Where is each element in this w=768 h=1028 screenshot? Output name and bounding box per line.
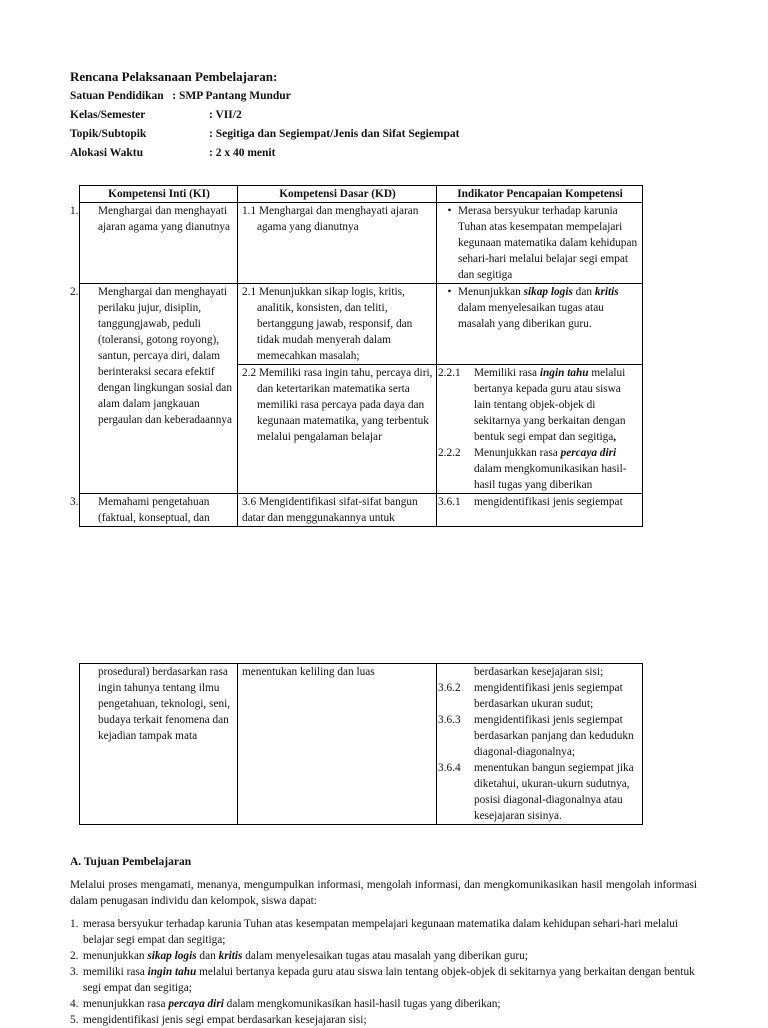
indicator-text: Merasa bersyukur terhadap karunia Tuhan atas kesempatan mempelajari kegunaan matematika dalam kehidupan sehari-hari melalui belajar segi empat dan segitiga (458, 205, 638, 281)
indicator-cell (437, 365, 643, 494)
document-title: Rencana Pelaksanaan Pembelajaran: (70, 69, 278, 84)
meta-key: Topik/Subtopik (70, 128, 147, 140)
table-row (80, 284, 643, 365)
indicator-text: Menunjukkan rasa percaya diri dalam mengkomunikasikan hasil-hasil tugas yang diberikan (474, 447, 627, 491)
indicator-number: 3.6.4 (438, 762, 461, 774)
meta-row-topik (70, 128, 459, 140)
list-item: 1. merasa bersyukur terhadap karunia Tuhan atas kesempatan mempelajari kegunaan matematika dalam kehidupan sehari-hari melalui belajar segi empat dan segitiga; (70, 918, 679, 946)
indicator-text: Memiliki rasa ingin tahu melalui bertanya kepada guru atau siswa lain tentang objek-objek di sekitarnya yang berkaitan dengan bentuk segi empat dan segitiga, (474, 367, 626, 443)
goals-list (70, 916, 700, 1028)
column-header: Kompetensi Dasar (KD) (238, 186, 437, 203)
indicator-number: 3.6.1 (438, 496, 461, 508)
indicator-text: mengidentifikasi jenis segiempat (474, 496, 623, 508)
table-header-row (80, 186, 643, 203)
kd-cell (238, 494, 437, 527)
indicator-cell (437, 494, 643, 527)
indicator-number: 2.2.2 (438, 447, 461, 459)
meta-row-satuan (70, 90, 291, 102)
column-header: Indikator Pencapaian Kompetensi (437, 186, 643, 203)
table-row (80, 664, 643, 825)
meta-value: : 2 x 40 menit (209, 147, 276, 159)
indicator-text: mengidentifikasi jenis segiempat berdasarkan panjang dan kedudukn diagonal-diagonalnya; (474, 714, 634, 758)
meta-value: : SMP Pantang Mundur (172, 90, 291, 102)
kd-cell (238, 664, 437, 825)
indicator-cell (437, 203, 643, 284)
kd-text: 3.6 Mengidentifikasi sifat-sifat bangun datar dan menggunakannya untuk (242, 496, 418, 524)
list-item: 5. mengidentifikasi jenis segi empat berdasarkan kesejajaran sisi; (70, 1014, 367, 1026)
indicator-number: 2.2.1 (438, 367, 461, 379)
ki-text: Memahami pengetahuan (faktual, konseptual, dan (98, 496, 210, 524)
bullet-icon: • (447, 286, 452, 298)
section-title: A. Tujuan Pembelajaran (70, 856, 192, 868)
table-row (80, 203, 643, 284)
ki-cell (80, 664, 238, 825)
meta-key: Kelas/Semester (70, 109, 146, 121)
indicator-text: berdasarkan kesejajaran sisi; (474, 666, 604, 678)
meta-key: Alokasi Waktu (70, 147, 143, 159)
ki-number: 3. (70, 496, 79, 508)
indicator-number: 3.6.2 (438, 682, 461, 694)
list-item: 2. menunjukkan sikap logis dan kritis dalam menyelesaikan tugas atau masalah yang diberikan guru; (70, 950, 528, 962)
ki-cell (70, 494, 238, 527)
ki-text: Menghargai dan menghayati perilaku jujur, disiplin, tanggungjawab, peduli (toleransi, gotong royong), santun, percaya diri, dalam berinteraksi secara efektif dengan lingkungan sosial dan alam dalam jangkauan pergaulan dan keberadaannya (98, 286, 233, 426)
indicator-text: menentukan bangun segiempat jika diketahui, ukuran-ukurn sudutnya, posisi diagonal-diagonalnya atau kesejajaran sisinya. (474, 762, 634, 822)
indicator-number: 3.6.3 (438, 714, 461, 726)
meta-row-kelas (70, 109, 242, 121)
ki-cell (70, 203, 238, 284)
table-row (80, 494, 643, 527)
kd-text: 2.1 Menunjukkan sikap logis, kritis, analitik, konsisten, dan teliti, bertanggung jawab, responsif, dan tidak mudah menyerah dalam memecahkan masalah; (242, 286, 413, 362)
column-header: Kompetensi Inti (KI) (80, 186, 238, 203)
meta-value: : Segitiga dan Segiempat/Jenis dan Sifat Segiempat (209, 128, 460, 140)
list-item: 4. menunjukkan rasa percaya diri dalam mengkomunikasikan hasil-hasil tugas yang diberikan; (70, 998, 501, 1010)
ki-cell (70, 284, 238, 494)
indicator-text: mengidentifikasi jenis segiempat berdasarkan ukuran sudut; (474, 682, 623, 710)
kd-text: 1.1 Menghargai dan menghayati ajaran agama yang dianutnya (242, 205, 419, 233)
list-item: 3. memiliki rasa ingin tahu melalui bertanya kepada guru atau siswa lain tentang objek-objek di sekitarnya yang berkaitan dengan bentuk segi empat dan segitiga; (70, 966, 695, 994)
indicator-cell (437, 664, 643, 825)
section-intro: Melalui proses mengamati, menanya, mengumpulkan informasi, mengolah informasi, dan mengkomunikasikan hasil mengolah informasi dalam penugasan individu dan kelompok, siswa dapat: (70, 879, 697, 907)
bullet-icon: • (447, 205, 452, 217)
ki-number: 2. (70, 286, 79, 298)
ki-text: Menghargai dan menghayati ajaran agama yang dianutnya (98, 205, 231, 233)
kd-text: 2.2 Memiliki rasa ingin tahu, percaya diri, dan ketertarikan matematika serta memiliki rasa percaya pada daya dan kegunaan matematika, yang terbentuk melalui pengalaman belajar (242, 367, 433, 443)
indicator-text: Menunjukkan sikap logis dan kritis dalam menyelesaikan tugas atau masalah yang diberikan guru. (458, 286, 619, 330)
kd-text: menentukan keliling dan luas (242, 666, 375, 678)
kd-cell (238, 203, 437, 284)
kd-cell (238, 284, 437, 365)
indicator-cell (437, 284, 643, 365)
meta-value: : VII/2 (209, 109, 242, 121)
ki-text: prosedural) berdasarkan rasa ingin tahunya tentang ilmu pengetahuan, teknologi, seni, budaya terkait fenomena dan kejadian tampak mata (98, 666, 231, 742)
competency-table-part1 (70, 185, 643, 527)
meta-key: Satuan Pendidikan (70, 90, 164, 102)
competency-table-part2 (79, 663, 643, 825)
kd-cell (238, 365, 437, 494)
ki-number: 1. (70, 205, 79, 217)
meta-row-alokasi (70, 147, 275, 159)
